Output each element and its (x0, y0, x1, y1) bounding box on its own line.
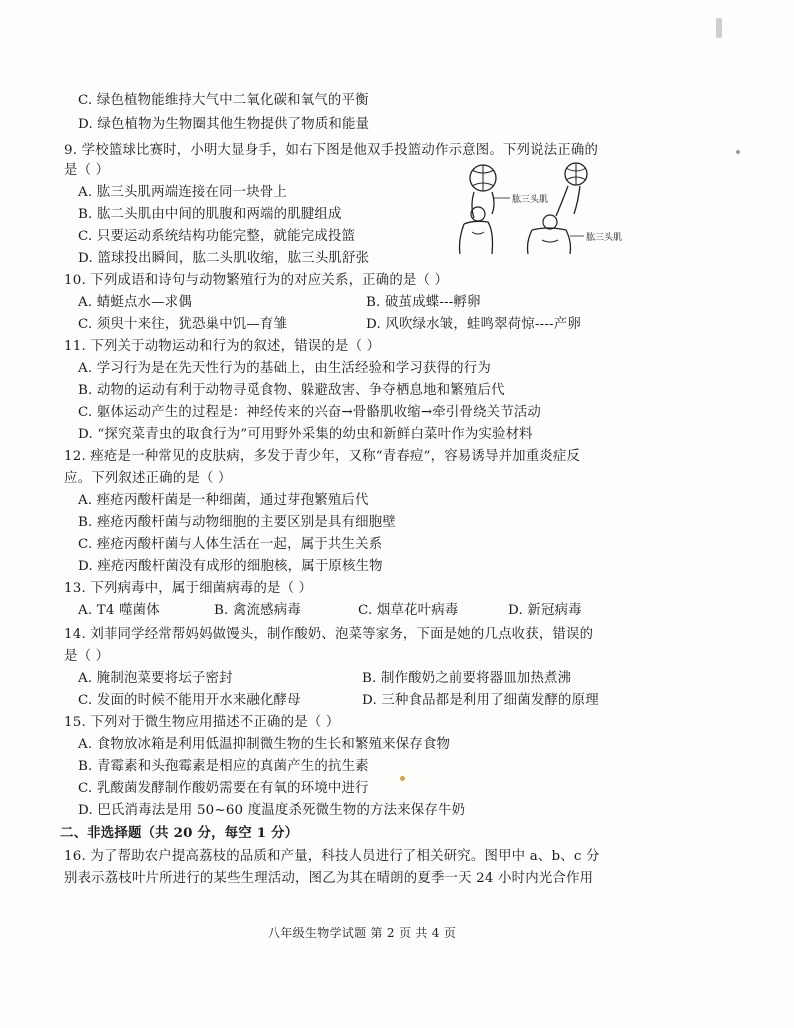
option-a: A. 痤疮丙酸杆菌是一种细菌，通过芽孢繁殖后代 (78, 493, 369, 508)
basketball-figure (452, 162, 622, 254)
option-b: B. 动物的运动有利于动物寻觅食物、躲避敌害、争夺栖息地和繁殖后代 (78, 383, 505, 398)
scan-mark (716, 18, 722, 38)
question-9-stem-cont: 是（ ） (64, 163, 110, 178)
question-11-stem: 11. 下列关于动物运动和行为的叙述，错误的是（ ） (64, 339, 381, 354)
option-line: D. 绿色植物为生物圈其他生物提供了物质和能量 (78, 117, 370, 132)
scan-mark (736, 150, 740, 154)
option-a: A. T4 噬菌体 (78, 603, 160, 618)
question-15-stem: 15. 下列对于微生物应用描述不正确的是（ ） (64, 715, 340, 730)
option-d: D. 风吹绿水皱，蛙鸣翠荷惊----产卵 (366, 317, 581, 332)
question-9-stem: 9. 学校篮球比赛时，小明大显身手，如右下图是他双手投篮动作示意图。下列说法正确的 (64, 143, 599, 158)
option-b: B. 肱二头肌由中间的肌腹和两端的肌腱组成 (78, 207, 342, 222)
option-b: B. 青霉素和头孢霉素是相应的真菌产生的抗生素 (78, 759, 369, 774)
label-arm-muscle: 肱三头肌 (586, 233, 622, 243)
option-c: C. 须臾十来往，犹恐巢中饥—育雏 (78, 317, 288, 332)
option-c: C. 痤疮丙酸杆菌与人体生活在一起，属于共生关系 (78, 537, 383, 552)
question-12-stem-cont: 应。下列叙述正确的是（ ） (64, 471, 232, 486)
label-arm-muscle: 肱三头肌 (512, 195, 549, 205)
option-c: C. 只要运动系统结构功能完整，就能完成投篮 (78, 229, 356, 244)
option-c: C. 躯体运动产生的过程是：神经传来的兴奋→骨骼肌收缩→牵引骨绕关节活动 (78, 405, 542, 420)
option-b: B. 破茧成蝶---孵卵 (366, 295, 481, 310)
stain-mark (400, 776, 405, 781)
option-a: A. 蜻蜓点水—求偶 (78, 295, 192, 310)
option-d: D. 巴氏消毒法是用 50~60 度温度杀死微生物的方法来保存牛奶 (78, 803, 466, 818)
option-line: C. 绿色植物能维持大气中二氧化碳和氧气的平衡 (78, 93, 369, 108)
option-b: B. 痤疮丙酸杆菌与动物细胞的主要区别是具有细胞壁 (78, 515, 396, 530)
option-d: D. “探究菜青虫的取食行为”可用野外采集的幼虫和新鲜白菜叶作为实验材料 (78, 427, 533, 442)
question-13-stem: 13. 下列病毒中，属于细菌病毒的是（ ） (64, 581, 313, 596)
question-14-stem: 14. 刘菲同学经常帮妈妈做馒头，制作酸奶、泡菜等家务，下面是她的几点收获，错误的 (64, 627, 594, 642)
question-14-stem-cont: 是（ ） (64, 649, 110, 664)
option-a: A. 食物放冰箱是利用低温抑制微生物的生长和繁殖来保存食物 (78, 737, 451, 752)
option-d: D. 三种食品都是利用了细菌发酵的原理 (362, 693, 599, 708)
question-16-stem: 16. 为了帮助农户提高荔枝的品质和产量，科技人员进行了相关研究。图甲中 a、b、c 分 (64, 849, 600, 864)
option-b: B. 禽流感病毒 (214, 603, 301, 618)
option-c: C. 发面的时候不能用开水来融化酵母 (78, 693, 301, 708)
option-c: C. 烟草花叶病毒 (358, 603, 459, 618)
question-16-stem-cont: 别表示荔枝叶片所进行的某些生理活动，图乙为其在晴朗的夏季一天 24 小时内光合作用 (64, 871, 594, 886)
option-a: A. 学习行为是在先天性行为的基础上，由生活经验和学习获得的行为 (78, 361, 491, 376)
option-a: A. 腌制泡菜要将坛子密封 (78, 671, 233, 686)
option-d: D. 痤疮丙酸杆菌没有成形的细胞核，属于原核生物 (78, 559, 383, 574)
page-footer: 八年级生物学试题 第 2 页 共 4 页 (268, 926, 457, 940)
option-d: D. 新冠病毒 (508, 603, 582, 618)
question-10-stem: 10. 下列成语和诗句与动物繁殖行为的对应关系，正确的是（ ） (64, 273, 449, 288)
option-a: A. 肱三头肌两端连接在同一块骨上 (78, 185, 288, 200)
section-heading: 二、非选择题（共 20 分，每空 1 分） (60, 825, 299, 841)
option-d: D. 篮球投出瞬间，肱二头肌收缩，肱三头肌舒张 (78, 251, 370, 266)
option-c: C. 乳酸菌发酵制作酸奶需要在有氧的环境中进行 (78, 781, 369, 796)
option-b: B. 制作酸奶之前要将器皿加热煮沸 (362, 671, 572, 686)
question-12-stem: 12. 痤疮是一种常见的皮肤病，多发于青少年，又称“青春痘”，容易诱导并加重炎症反 (64, 449, 581, 464)
